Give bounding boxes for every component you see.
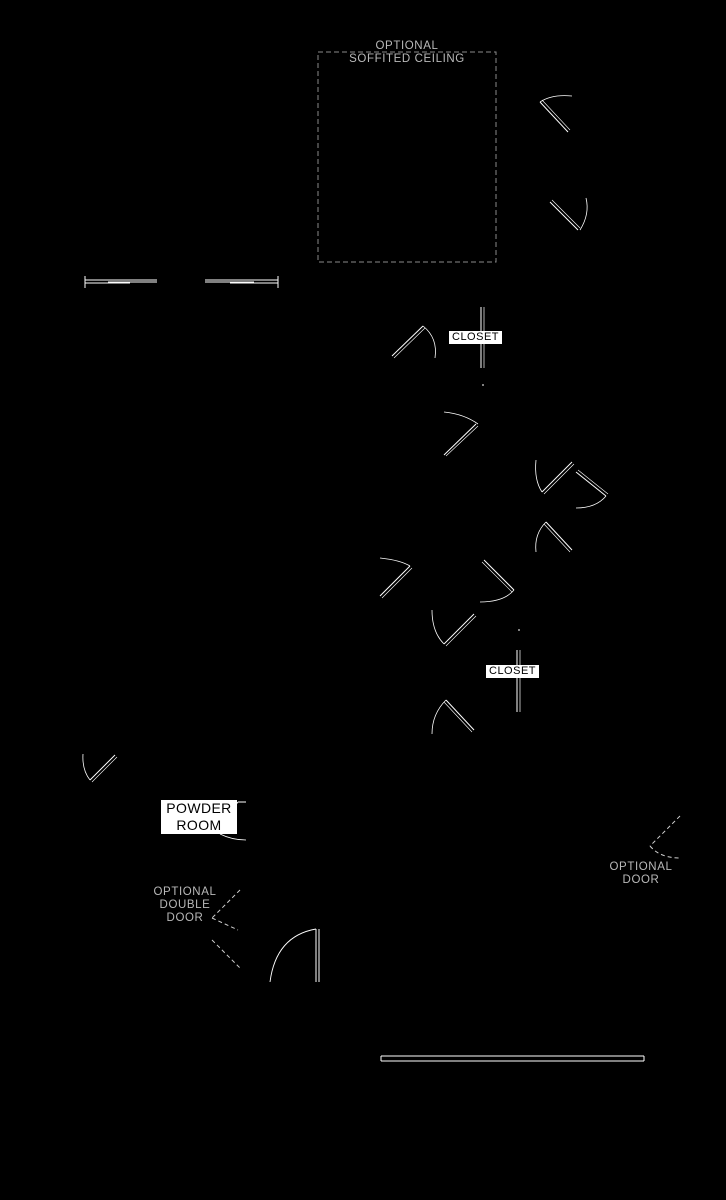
door-swing-mid-6 <box>480 560 514 602</box>
door-swing-mid-1 <box>444 412 478 456</box>
sliding-door-left <box>85 276 278 288</box>
powder-room-line1: POWDER <box>166 800 232 816</box>
lower-wall-line <box>381 1056 644 1061</box>
powder-room-label <box>161 800 237 834</box>
double-door-line3: DOOR <box>166 912 204 924</box>
closet-upper-doors <box>392 307 484 385</box>
double-door-line1: OPTIONAL <box>153 886 217 898</box>
double-door-label <box>145 886 225 925</box>
door-swing-mid-4 <box>536 522 572 552</box>
soffit-outline <box>318 52 496 262</box>
door-swing-mid-5 <box>380 558 412 598</box>
closet-upper-label: CLOSET <box>449 331 502 344</box>
entry-door <box>270 929 319 982</box>
soffit-label-line1: OPTIONAL <box>375 40 439 52</box>
closet-lower-label: CLOSET <box>486 665 539 678</box>
soffit-label-line2: SOFFITED CEILING <box>349 53 465 65</box>
door-swing-mid-2 <box>536 460 574 494</box>
optional-door-line1: OPTIONAL <box>609 861 673 873</box>
double-door-line2: DOUBLE <box>159 899 211 911</box>
door-swing-mid-3 <box>576 470 608 508</box>
door-swing-lower-left <box>83 754 117 782</box>
optional-door-label <box>601 861 681 887</box>
door-swing-upper-2 <box>550 198 587 230</box>
optional-door-line2: DOOR <box>622 874 660 886</box>
closet-lower-doors <box>432 630 520 734</box>
optional-door-right <box>650 816 680 858</box>
door-swing-mid-7 <box>432 610 476 646</box>
soffit-label <box>340 40 474 66</box>
powder-room-line2: ROOM <box>176 817 222 833</box>
door-swing-upper-1 <box>540 96 572 132</box>
